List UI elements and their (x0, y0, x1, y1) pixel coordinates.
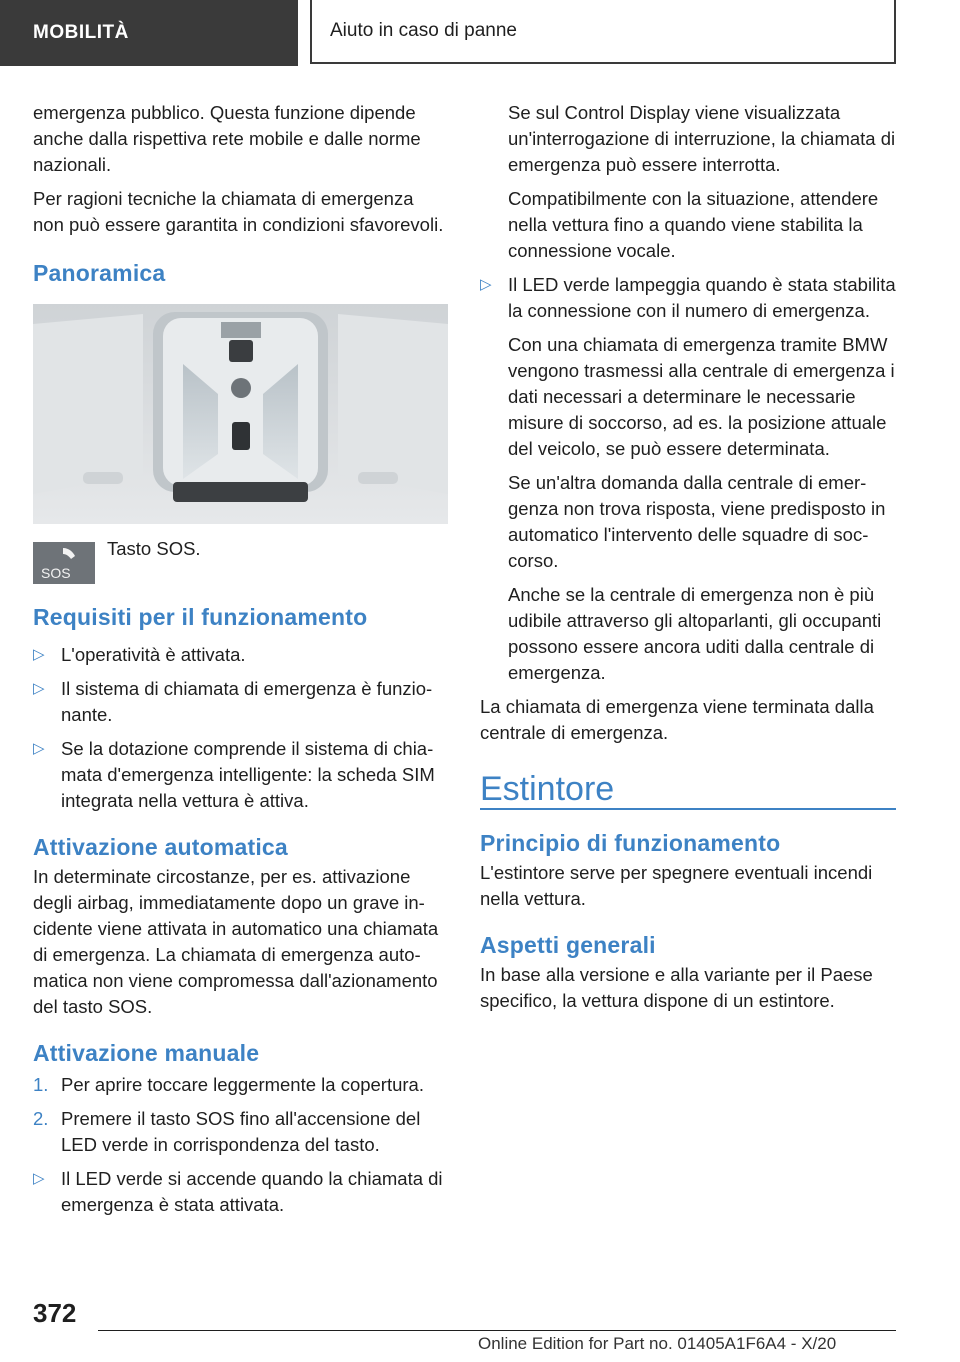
heading-automatica: Attivazione automatica (33, 834, 288, 860)
left-column (33, 100, 448, 1226)
chapter-tab (310, 0, 896, 64)
overhead-console-photo (33, 304, 448, 524)
paragraph: La chiamata di emergenza viene terminata dalla centrale di emergenza. (480, 696, 874, 743)
edition-note: Online Edition for Part no. 01405A1F6A4 - X/20 (478, 1334, 837, 1353)
step-number: 2. (33, 1108, 49, 1129)
heading-requisiti: Requisiti per il funzionamento (33, 604, 368, 630)
heading-principio: Principio di funzionamento (480, 830, 781, 856)
sos-caption: Tasto SOS. (107, 538, 201, 559)
heading-manuale: Attivazione manuale (33, 1040, 260, 1066)
paragraph: In determinate circostanze, per es. attivazione degli airbag, immediatamente dopo un grave incidente viene attivata in automatico una chiamata di emergenza. La chiamata di emergenza automatica non viene compromessa dall'azionamento del tasto SOS. (33, 866, 439, 1017)
paragraph: In base alla versione e alla variante per il Paese specifico, la vettura dispone di un estintore. (480, 964, 873, 1011)
chapter-title: Aiuto in caso di panne (330, 20, 517, 41)
paragraph: Con una chiamata di emergenza tramite BMW vengono trasmessi alla centrale di emergenza i dati necessari a determinare le necessarie misure di soccorso, ad es. la posizione attuale del veicolo, se può essere determinata. (508, 334, 895, 459)
list-item: ▷ Il LED verde lampeggia quando è stata stabilita la connessione con il numero di emergenza. (480, 274, 896, 321)
paragraph: Se sul Control Display viene visualizzata un'interrogazione di interruzione, la chiamata di emergenza può essere interrotta. (508, 102, 896, 175)
bullet-marker: ▷ (33, 680, 45, 697)
section-tab (0, 0, 298, 66)
heading-estintore: Estintore (480, 776, 896, 810)
bullet-marker: ▷ (33, 740, 45, 757)
step-number: 1. (33, 1074, 49, 1095)
sos-button-icon (33, 542, 95, 584)
step-item: 2. Premere il tasto SOS fino all'accensione del LED verde in corrispondenza del tasto. (33, 1108, 421, 1155)
list-item: ▷ Se la dotazione comprende il sistema di chiamata d'emergenza intelligente: la scheda SIM integrata nella vettura è attiva. (33, 738, 435, 811)
paragraph: Se un'altra domanda dalla centrale di emergenza non trova risposta, viene predisposto in automatico l'intervento delle squadre di soccorso. (508, 472, 886, 571)
list-item: ▷ Il LED verde si accende quando la chiamata di emergenza è stata attivata. (33, 1168, 443, 1215)
paragraph: Anche se la centrale di emergenza non è più udibile attraverso gli altoparlanti, gli occupanti possono essere ancora uditi dalla centrale di emergenza. (508, 584, 882, 683)
bullet-marker: ▷ (480, 276, 492, 293)
paragraph: L'estintore serve per spegnere eventuali incendi nella vettura. (480, 862, 873, 909)
list-item: ▷ Il sistema di chiamata di emergenza è funzionante. (33, 678, 433, 725)
sos-legend (33, 536, 448, 592)
bullet-marker: ▷ (33, 646, 45, 663)
section-title: MOBILITÀ (33, 22, 129, 43)
footer-divider (98, 1330, 896, 1331)
heading-panoramica: Panoramica (33, 260, 166, 286)
bullet-marker: ▷ (33, 1170, 45, 1187)
paragraph: Compatibilmente con la situazione, attendere nella vettura fino a quando viene stabilita la connessione vocale. (508, 188, 879, 261)
svg-text:SOS: SOS (41, 565, 71, 581)
paragraph: emergenza pubblico. Questa funzione dipende anche dalla rispettiva rete mobile e dalle norme nazionali. (33, 102, 421, 175)
heading-aspetti: Aspetti generali (480, 932, 656, 958)
paragraph: Per ragioni tecniche la chiamata di emergenza non può essere garantita in condizioni sfavorevoli. (33, 188, 444, 235)
right-column (480, 100, 896, 1022)
list-item: ▷ L'operatività è attivata. (33, 642, 448, 668)
page-number: 372 (33, 1298, 77, 1328)
step-item: 1. Per aprire toccare leggermente la copertura. (33, 1072, 448, 1098)
